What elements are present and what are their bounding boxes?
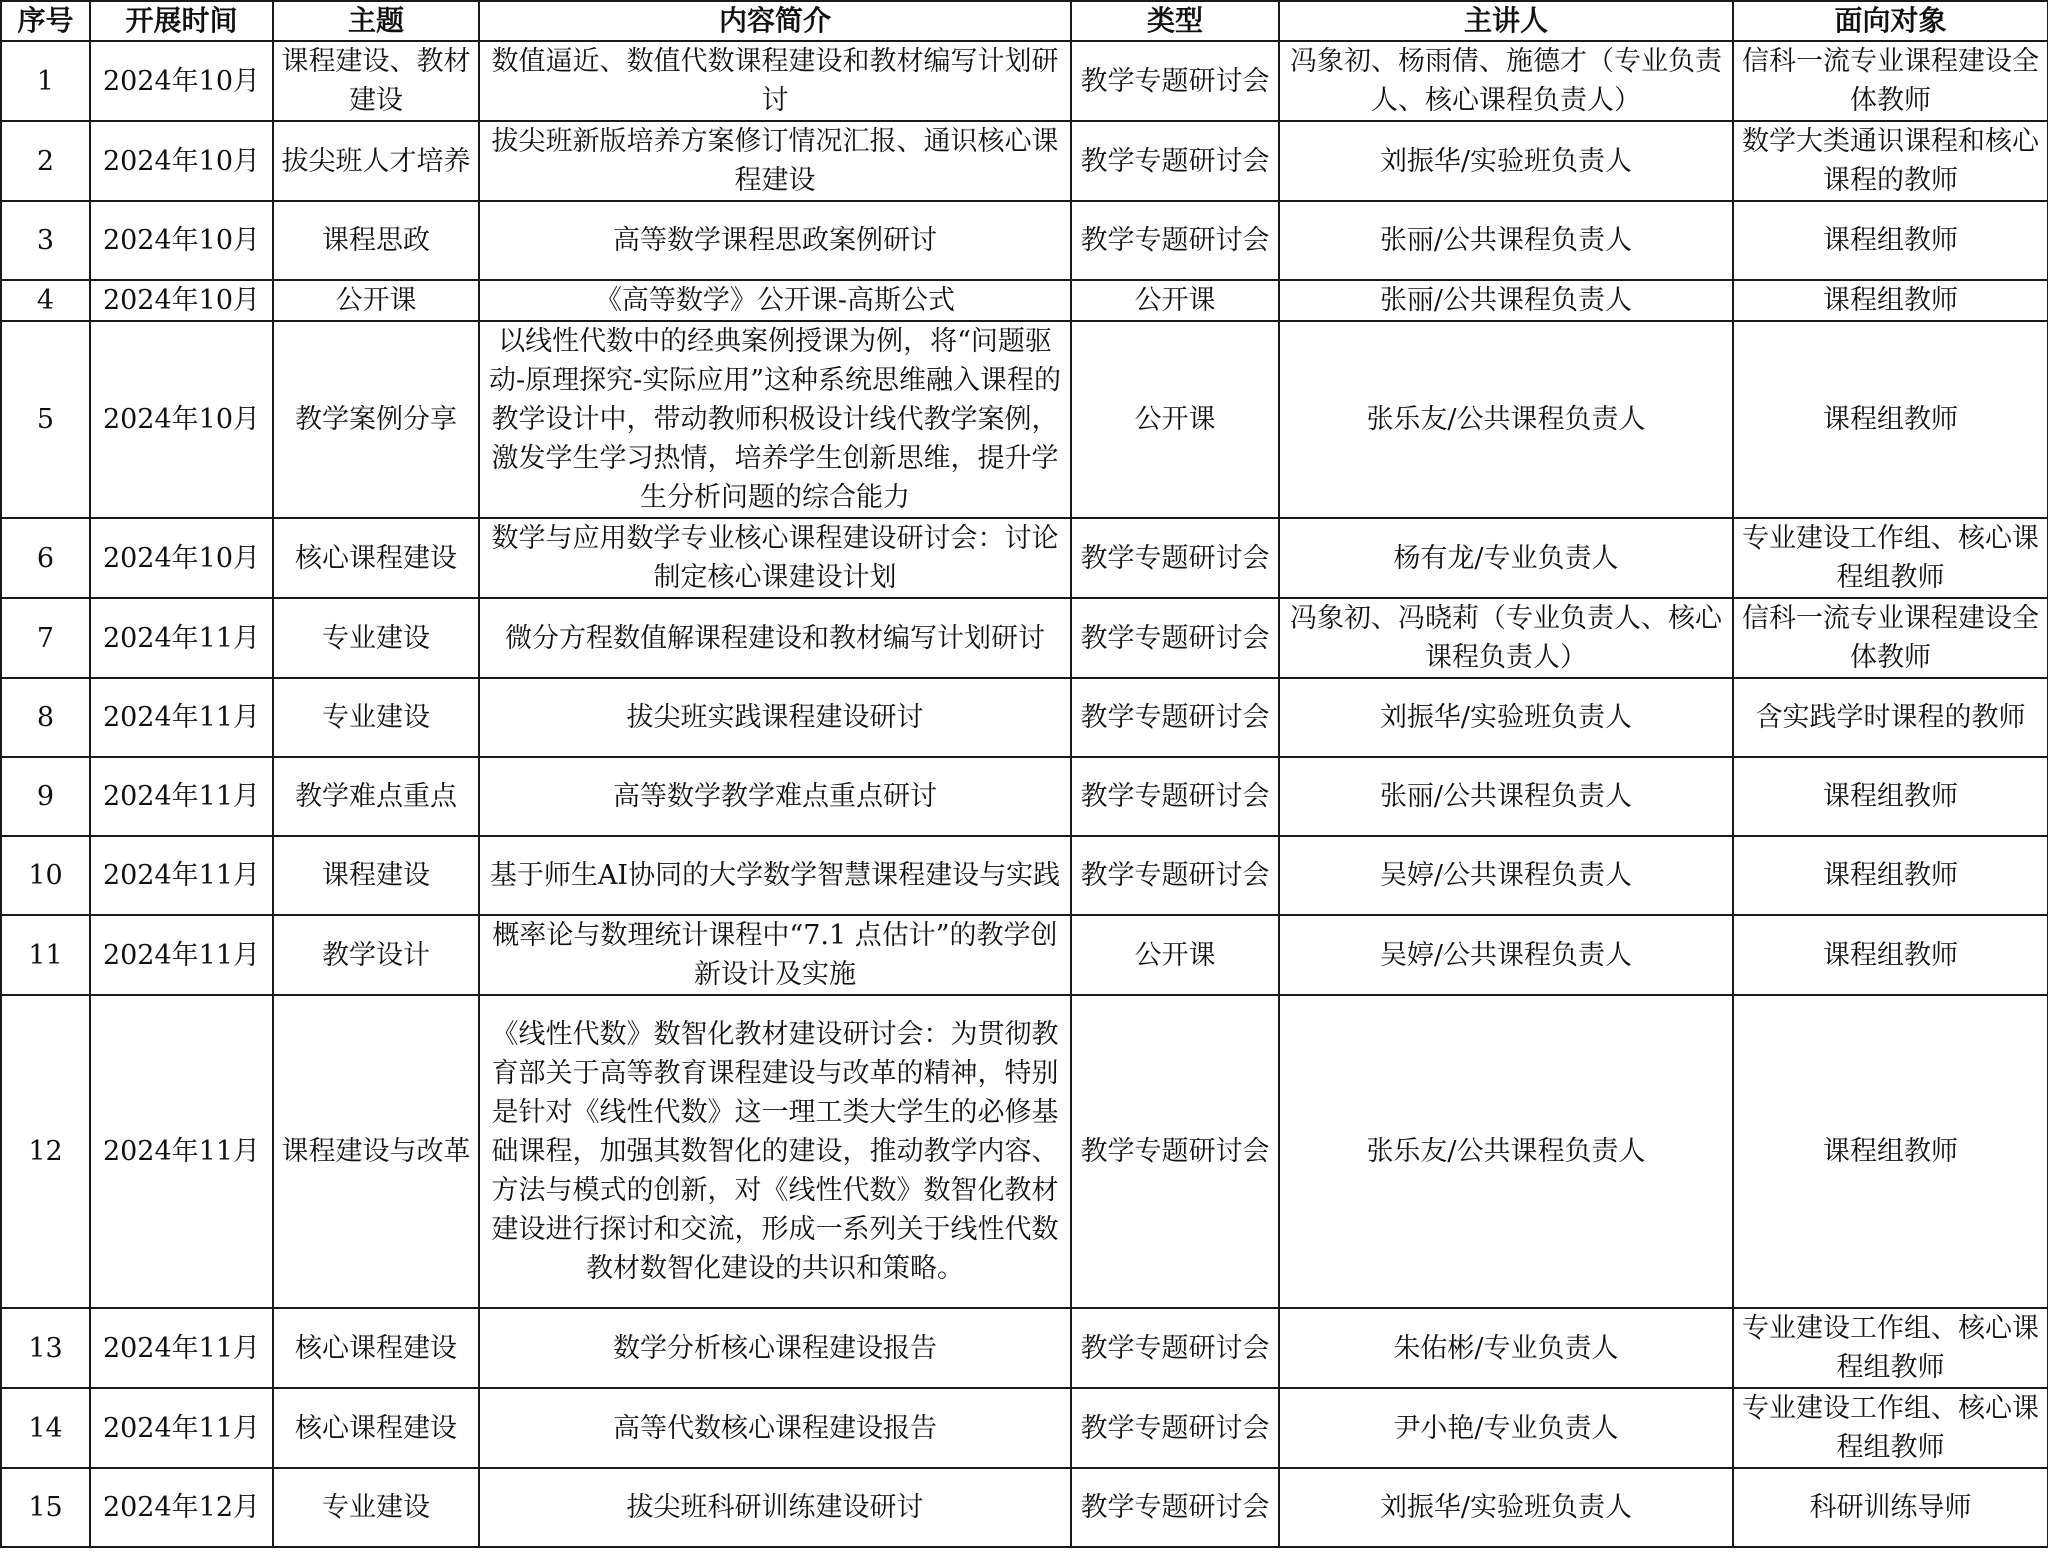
cell-type: 教学专题研讨会 [1071,598,1279,678]
cell-summary: 以线性代数中的经典案例授课为例，将“问题驱动-原理探究-实际应用”这种系统思维融入课程的教学设计中，带动教师积极设计线代教学案例，激发学生学习热情，培养学生创新思维，提升学生分析问题的综合能力 [479,321,1071,518]
cell-audience: 专业建设工作组、核心课程组教师 [1733,1388,2048,1468]
cell-date: 2024年10月 [90,280,273,321]
cell-date: 2024年10月 [90,121,273,201]
cell-date: 2024年11月 [90,915,273,995]
cell-summary: 微分方程数值解课程建设和教材编写计划研讨 [479,598,1071,678]
table-row [1,995,2048,1308]
table-row [1,598,2048,678]
cell-topic: 课程思政 [273,201,479,280]
table-row [1,757,2048,836]
cell-type: 教学专题研讨会 [1071,836,1279,915]
cell-summary: 数学与应用数学专业核心课程建设研讨会：讨论制定核心课建设计划 [479,518,1071,598]
cell-summary: 数学分析核心课程建设报告 [479,1308,1071,1388]
header-summary: 内容简介 [479,1,1071,41]
table-row [1,321,2048,518]
table-row [1,915,2048,995]
cell-audience: 课程组教师 [1733,321,2048,518]
cell-audience: 科研训练导师 [1733,1468,2048,1547]
cell-type: 公开课 [1071,280,1279,321]
cell-type: 教学专题研讨会 [1071,1308,1279,1388]
cell-audience: 专业建设工作组、核心课程组教师 [1733,518,2048,598]
cell-type: 教学专题研讨会 [1071,995,1279,1308]
cell-summary: 《高等数学》公开课-高斯公式 [479,280,1071,321]
table-row [1,201,2048,280]
cell-topic: 教学案例分享 [273,321,479,518]
cell-speaker: 刘振华/实验班负责人 [1279,1468,1733,1547]
cell-date: 2024年10月 [90,321,273,518]
cell-index: 15 [1,1468,90,1547]
cell-index: 5 [1,321,90,518]
cell-speaker: 张丽/公共课程负责人 [1279,757,1733,836]
cell-topic: 专业建设 [273,1468,479,1547]
cell-speaker: 张丽/公共课程负责人 [1279,201,1733,280]
cell-topic: 拔尖班人才培养 [273,121,479,201]
cell-date: 2024年10月 [90,41,273,121]
cell-speaker: 尹小艳/专业负责人 [1279,1388,1733,1468]
cell-topic: 课程建设、教材建设 [273,41,479,121]
cell-topic: 教学设计 [273,915,479,995]
cell-date: 2024年11月 [90,836,273,915]
header-topic: 主题 [273,1,479,41]
cell-speaker: 张乐友/公共课程负责人 [1279,995,1733,1308]
cell-audience: 课程组教师 [1733,201,2048,280]
cell-topic: 公开课 [273,280,479,321]
cell-date: 2024年11月 [90,1308,273,1388]
header-type: 类型 [1071,1,1279,41]
cell-index: 14 [1,1388,90,1468]
cell-audience: 课程组教师 [1733,915,2048,995]
header-audience: 面向对象 [1733,1,2048,41]
cell-type: 公开课 [1071,321,1279,518]
cell-speaker: 刘振华/实验班负责人 [1279,121,1733,201]
cell-date: 2024年11月 [90,1388,273,1468]
cell-type: 教学专题研讨会 [1071,757,1279,836]
cell-audience: 课程组教师 [1733,757,2048,836]
cell-speaker: 吴婷/公共课程负责人 [1279,915,1733,995]
cell-date: 2024年10月 [90,518,273,598]
header-date: 开展时间 [90,1,273,41]
header-index: 序号 [1,1,90,41]
cell-index: 6 [1,518,90,598]
cell-index: 8 [1,678,90,757]
cell-audience: 信科一流专业课程建设全体教师 [1733,598,2048,678]
cell-summary: 拔尖班科研训练建设研讨 [479,1468,1071,1547]
cell-speaker: 吴婷/公共课程负责人 [1279,836,1733,915]
cell-index: 7 [1,598,90,678]
cell-topic: 核心课程建设 [273,1308,479,1388]
cell-type: 教学专题研讨会 [1071,1388,1279,1468]
table-row [1,1388,2048,1468]
cell-speaker: 冯象初、杨雨倩、施德才（专业负责人、核心课程负责人） [1279,41,1733,121]
cell-topic: 专业建设 [273,598,479,678]
cell-summary: 概率论与数理统计课程中“7.1 点估计”的教学创新设计及实施 [479,915,1071,995]
cell-speaker: 冯象初、冯晓莉（专业负责人、核心课程负责人） [1279,598,1733,678]
cell-index: 2 [1,121,90,201]
table-row [1,121,2048,201]
cell-speaker: 朱佑彬/专业负责人 [1279,1308,1733,1388]
table-row [1,678,2048,757]
cell-date: 2024年10月 [90,201,273,280]
cell-audience: 课程组教师 [1733,995,2048,1308]
cell-type: 教学专题研讨会 [1071,518,1279,598]
cell-speaker: 张丽/公共课程负责人 [1279,280,1733,321]
cell-topic: 课程建设与改革 [273,995,479,1308]
table-row [1,518,2048,598]
table-row [1,1308,2048,1388]
cell-summary: 高等代数核心课程建设报告 [479,1388,1071,1468]
table-row [1,41,2048,121]
table-header [1,1,2048,41]
cell-speaker: 刘振华/实验班负责人 [1279,678,1733,757]
table-row [1,280,2048,321]
cell-summary: 《线性代数》数智化教材建设研讨会：为贯彻教育部关于高等教育课程建设与改革的精神，特别是针对《线性代数》这一理工类大学生的必修基础课程，加强其数智化的建设，推动教学内容、方法与模式的创新，对《线性代数》数智化教材建设进行探讨和交流，形成一系列关于线性代数教材数智化建设的共识和策略。 [479,995,1071,1308]
table-row [1,1468,2048,1547]
cell-index: 10 [1,836,90,915]
cell-date: 2024年12月 [90,1468,273,1547]
header-speaker: 主讲人 [1279,1,1733,41]
cell-index: 11 [1,915,90,995]
cell-index: 13 [1,1308,90,1388]
table-body [1,41,2048,1547]
header-row [1,1,2048,41]
cell-date: 2024年11月 [90,995,273,1308]
cell-topic: 核心课程建设 [273,1388,479,1468]
cell-date: 2024年11月 [90,678,273,757]
cell-type: 公开课 [1071,915,1279,995]
cell-type: 教学专题研讨会 [1071,121,1279,201]
cell-summary: 基于师生AI协同的大学数学智慧课程建设与实践 [479,836,1071,915]
cell-summary: 数值逼近、数值代数课程建设和教材编写计划研讨 [479,41,1071,121]
cell-audience: 课程组教师 [1733,280,2048,321]
cell-index: 12 [1,995,90,1308]
table-row [1,836,2048,915]
cell-topic: 课程建设 [273,836,479,915]
cell-topic: 核心课程建设 [273,518,479,598]
cell-index: 9 [1,757,90,836]
cell-audience: 课程组教师 [1733,836,2048,915]
cell-summary: 高等数学教学难点重点研讨 [479,757,1071,836]
cell-speaker: 张乐友/公共课程负责人 [1279,321,1733,518]
cell-index: 3 [1,201,90,280]
cell-type: 教学专题研讨会 [1071,201,1279,280]
cell-date: 2024年11月 [90,598,273,678]
cell-type: 教学专题研讨会 [1071,678,1279,757]
cell-topic: 教学难点重点 [273,757,479,836]
cell-index: 4 [1,280,90,321]
cell-type: 教学专题研讨会 [1071,1468,1279,1547]
cell-speaker: 杨有龙/专业负责人 [1279,518,1733,598]
cell-date: 2024年11月 [90,757,273,836]
cell-topic: 专业建设 [273,678,479,757]
cell-type: 教学专题研讨会 [1071,41,1279,121]
cell-audience: 信科一流专业课程建设全体教师 [1733,41,2048,121]
cell-summary: 高等数学课程思政案例研讨 [479,201,1071,280]
cell-summary: 拔尖班实践课程建设研讨 [479,678,1071,757]
cell-audience: 含实践学时课程的教师 [1733,678,2048,757]
cell-audience: 数学大类通识课程和核心课程的教师 [1733,121,2048,201]
cell-audience: 专业建设工作组、核心课程组教师 [1733,1308,2048,1388]
cell-summary: 拔尖班新版培养方案修订情况汇报、通识核心课程建设 [479,121,1071,201]
cell-index: 1 [1,41,90,121]
